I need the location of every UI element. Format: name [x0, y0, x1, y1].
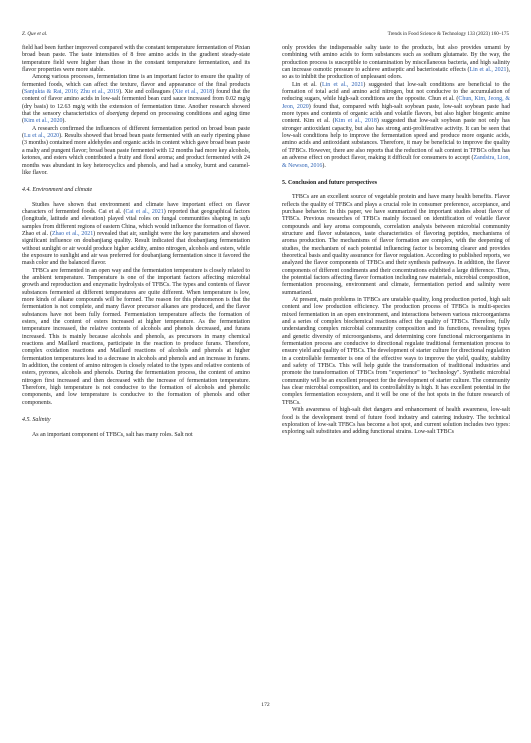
citation-link[interactable]: Chun, Kim, Jeong, & Jeon, 2020	[282, 96, 510, 110]
right-column	[282, 45, 510, 437]
header-authors: Z. Que et al.	[22, 31, 48, 37]
citation-link[interactable]: Zhao et al., 2021	[51, 230, 94, 237]
left-column	[22, 45, 250, 439]
section-heading-conclusion: 5. Conclusion and future perspectives	[282, 179, 378, 186]
paragraph: With awareness of high-salt diet dangers and enhancement of health awareness, low-salt food is the development trend of future food industry and catering industry. The technical exploration of low-salt TFBCs has become a hot spot, and current solution includes two types: exploring salt substitutes and adding functional strains. Low-salt TFBCs	[282, 407, 510, 436]
page-number: 172	[261, 702, 270, 708]
citation-link[interactable]: Lin et al., 2021	[322, 81, 364, 88]
citation-link[interactable]: Kim et al., 2020	[23, 118, 63, 125]
paragraph: As an important component of TFBCs, salt has many roles. Salt not	[32, 431, 193, 438]
running-header	[22, 29, 509, 39]
paragraph: At present, main problems in TFBCs are unstable quality, long production period, high salt content and low production efficiency. The production process of TFBCs is multi-species mixed fermentation in an open environment, and interactions between various microorganisms and a series of complex biochemical reactions affect the quality of TFBCs. Therefore, fully understanding complex microbial community composition and its functions, revealing types and genetic diversity of microorganisms, and determining core functional microorganisms in fermentation process are conducive to directional regulate traditional fermentation process to ensure yield and quality of TFBCs. The development of starter culture for directional regulation in a controllable fermenter is one of the effective ways to improve the yield, quality, stability and safety of TFBCs. This will help guide the transformation of traditional industries and promote the transformation of TFBCs from "experience" to "technology". Synthetic microbial community will be an excellent prospect for the development of starter culture. The community has clear microbial composition, and its controllability is high. It has excellent potential in the complex fermentation ecosystem, and it will be one of the hot spots in the future research of TFBCs.	[282, 297, 510, 406]
paragraph: Studies have shown that environment and climate have important effect on flavor characters of fermented foods. Cai et al. (Cai et al., 2021) reported that geographical factors (longitude, latitude and elevation) played vital roles on fungal communities shaping in sufu samples from different regions of eastern China, which would influence the formation of flavor. Zhao et al. (Zhao et al., 2021) revealed that air, sunlight were the key parameters and showed significant influence on doubanjiang quality. Result indicated that doubanjiang fermentation without sunlight or air would produce higher acidity, amino nitrogen, alcohols and esters, while the exposure to sunlight and air was preferred for doubanjiang fermentation since it favored the mash color and the balanced flavor.	[22, 201, 250, 267]
header-journal: Trends in Food Science & Technology 133 (2023) 160–175	[387, 31, 509, 37]
citation-link[interactable]: Cai et al., 2021	[125, 208, 164, 215]
paragraph: Among various processes, fermentation time is an important factor to ensure the quality of fermented foods, which can affect the texture, flavor and appearance of the final products (Sanjukta & Rai, 2016; Zhu et al., 2019). Xie and colleagues (Xie et al., 2018) found that the content of flavor amino acids in low-salt fermented bean curd sauce increased from 0.02 mg/g (dry basis) to 12.63 mg/g with the extension of fermentation time. Another research showed that the sensory characteristics of doenjang depend on processing conditions and aging time (Kim et al., 2020).	[22, 74, 250, 125]
paragraph: TFBCs are fermented in an open way and the fermentation temperature is closely related to the ambient temperature. Temperature is one of the important factors affecting microbial growth and reproduction and enzymatic hydrolysis of TFBCs. The types and contents of flavor substances fermented at different temperatures are quite different. When temperature is low, more kinds of alkane compounds will be formed. The reason for this phenomenon is that the fermentation is not complete, and many flavor precursor alkanes are produced, and the flavor substances have not been fully formed. Fermentation temperature affects the formation of esters, and the content of esters increased at higher temperature. As the fermentation temperature increased, the relative contents of alcohols and phenols decreased, and furans increased. This is mainly because alcohols and phenols, as precursors in many chemical reactions and Maillard reactions, participate in the reaction to produce furans. Therefore, complex oxidation reactions and Maillard reactions of alcohols and phenols at higher fermentation temperatures lead to a decrease in alcohols and phenols and an increase in furans. In addition, the content of amino nitrogen is closely related to the types and relative contents of esters, pyrones, alcohols and phenols. During the fermentation process, the content of amino nitrogen first increased and then decreased with the increase of fermentation temperature. Therefore, high temperature is not conducive to the formation of alcohols and phenolic components, and low temperature is conducive to the formation of phenols and other components.	[22, 267, 250, 406]
paragraph: only provides the indispensable salty taste to the products, but also provides umami by combining with amino acids to form substances such as sodium glutamate. By the way, the production process is susceptible to contamination by miscellaneous bacteria, and high salinity can increase osmotic pressure to achieve antiseptic and bacteriostatic effects (Lin et al., 2021), so as to inhibit the production of unpleasant odors.	[282, 45, 510, 81]
paragraph: A research confirmed the influences of different fermentation period on broad bean paste (Lu et al., 2020). Results showed that broad bean paste fermented with an early ripening phase (3 months) contained more aldehydes and organic acids in content which gave broad bean paste a malty and pungent flavor; broad bean paste fermented with 12 months had more key alcohols, ketones, and esters which contributed a fruity and floral aroma; and product fermented with 24 months was abundant in key heterocyclics and phenols, and had a smoky, burnt and caramel-like flavor.	[22, 125, 250, 176]
citation-link[interactable]: Lu et al., 2020	[23, 133, 60, 140]
citation-link[interactable]: Kim et al., 2018	[334, 118, 377, 125]
citation-link[interactable]: Xie et al., 2018	[174, 89, 213, 96]
paragraph: TFBCs are an excellent source of vegetable protein and have many health benefits. Flavor reflects the quality of TFBCs and plays a crucial role in consumer preference, acceptance, and purchase behavior. In this paper, we have summarized the important studies about flavor of TFBCs. Previous researches of TFBCs mainly focused on identification of volatile flavor compounds and key aroma compounds, correlation analysis between microbial community structure and flavor substances, taste characteristics of flavoring peptides, mechanisms of aroma production. The mechanisms of flavor formation are complex, with the deepening of studies, the mechanism of each potential influencing factor is becoming clearer and provides theoretical basis and quality assurance for flavor regulation. According to published reports, we analyzed the flavor components of TFBCs and their synthesis pathways. In addition, the flavor components of different condiments and their concentrations exhibited a large difference. Thus, the potential factors affecting flavor formation including raw materials, microbial composition, fermentation processing, environment and climate, fermentation period and salinity were summarized.	[282, 194, 510, 296]
citation-link[interactable]: Sanjukta & Rai, 2016; Zhu et al., 2019	[23, 89, 120, 96]
section-heading-environment: 4.4. Environment and climate	[22, 187, 93, 194]
paragraph: field had been further improved compared with the constant temperature fermentation of Pixian broad bean paste. The taste intensities of 8 free amino acids in the gradient steady-state temperature field were higher than those in the constant temperature fermentation, and its flavor properties were more stable.	[22, 45, 250, 74]
section-heading-salinity: 4.5. Salinity	[22, 417, 51, 424]
paragraph: Lin et al. (Lin et al., 2021) suggested that low-salt conditions are beneficial to the formation of total acid and amino acid nitrogen, but not conducive to the accumulation of reducing sugars, while high-salt conditions are the opposite. Chun et al. (Chun, Kim, Jeong, & Jeon, 2020) found that, compared with high-salt soybean paste, low-salt soybean paste had more types and contents of organic acids and volatile flavors, but also higher biogenic amine content. Kim et al. (Kim et al., 2018) suggested that low-salt soybean paste not only has stronger antioxidant capacity, but also has strong anti-proliferative activity. It can be seen that low-salt conditions help to improve the fermentation speed and produce more organic acids, amino acids and antioxidant substances. Therefore, it may be beneficial to improve the quality of TFBCs. However, there are also reports that the reduction of salt content in TFBCs often has an adverse effect on product flavor, making it difficult for consumers to accept (Zandstra, Lion, & Newson, 2016).	[282, 81, 510, 169]
citation-link[interactable]: Zandstra, Lion, & Newson, 2016	[282, 155, 510, 169]
citation-link[interactable]: Lin et al., 2021	[469, 67, 507, 74]
